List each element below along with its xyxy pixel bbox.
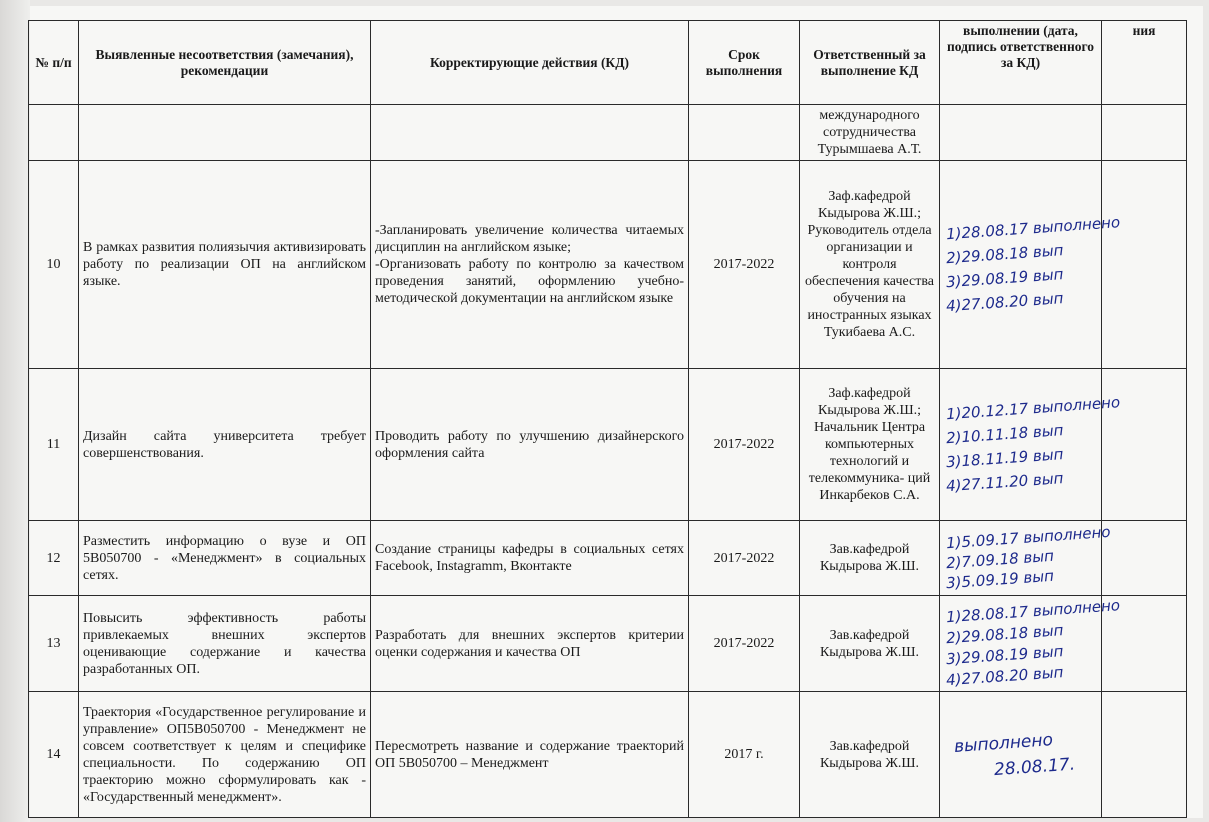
row-responsible: Заф.кафедрой Кыдырова Ж.Ш.; Начальник Центра компьютерных технологий и телекоммуника- ций Инкарбеков С.А. — [800, 369, 940, 521]
table-row — [29, 596, 1187, 692]
header-completion: выполнении (дата, подпись ответственного за КД) — [940, 21, 1102, 105]
signature-entry: 2)10.11.18 вып — [945, 420, 1064, 447]
page-edge — [0, 0, 30, 822]
row-actions: Проводить работу по улучшению дизайнерского оформления сайта — [371, 369, 689, 521]
row-completion-signatures — [940, 369, 1121, 521]
row-actions: Разработать для внешних экспертов критерии оценки содержания и качества ОП — [371, 596, 689, 692]
cont-completion — [940, 105, 1102, 161]
signature-entry: 2)29.08.18 вып — [945, 240, 1064, 267]
corrective-actions-table — [28, 20, 1187, 818]
signature-entry: 3)29.08.19 вып — [945, 264, 1064, 291]
row-actions: -Запланировать увеличение количества читаемых дисциплин на английском языке; -Организовать работу по контролю за качеством проведения занятий, оформлению учебно-методической документации на английском языке — [371, 161, 689, 369]
signature-entry: 3)29.08.19 вып — [945, 641, 1064, 668]
signature-entry: 4)27.08.20 вып — [945, 288, 1064, 315]
signature-entry: 28.08.17. — [993, 754, 1076, 780]
row-responsible: Зав.кафедрой Кыдырова Ж.Ш. — [800, 692, 940, 818]
row-finding: Повысить эффективность работы привлекаемых внешних экспертов оценивающие содержание и качества разработанных ОП. — [79, 596, 371, 692]
cont-responsible: международного сотрудничества Турымшаева А.Т. — [800, 105, 940, 161]
row-deadline: 2017-2022 — [689, 161, 800, 369]
signature-entry: 3)5.09.19 вып — [945, 566, 1055, 593]
row-num: 14 — [29, 692, 79, 818]
cont-finding — [79, 105, 371, 161]
header-num: № п/п — [29, 21, 79, 105]
row-deadline: 2017 г. — [689, 692, 800, 818]
signature-entry: 2)7.09.18 вып — [945, 546, 1055, 573]
row-finding: В рамках развития полиязычия активизировать работу по реализации ОП на английском языке. — [79, 161, 371, 369]
signature-entry: 4)27.11.20 вып — [945, 468, 1064, 495]
row-deadline: 2017-2022 — [689, 369, 800, 521]
signature-entry: 1)28.08.17 выполнено — [945, 212, 1121, 243]
signature-entry: 3)18.11.19 вып — [945, 444, 1064, 471]
table-row — [29, 692, 1187, 818]
cont-deadline — [689, 105, 800, 161]
cont-note — [1102, 105, 1187, 161]
cont-num — [29, 105, 79, 161]
row-num: 12 — [29, 521, 79, 596]
table-row — [29, 161, 1187, 369]
row-completion-signatures — [940, 521, 1112, 596]
row-completion-signatures — [940, 595, 1121, 692]
row-note — [1102, 521, 1187, 596]
header-deadline: Срок выполнения — [689, 21, 800, 105]
cont-actions — [371, 105, 689, 161]
row-num: 10 — [29, 161, 79, 369]
row-actions: Пересмотреть название и содержание траекторий ОП 5В050700 – Менеджмент — [371, 692, 689, 818]
row-deadline: 2017-2022 — [689, 596, 800, 692]
row-responsible: Зав.кафедрой Кыдырова Ж.Ш. — [800, 521, 940, 596]
table-row — [29, 369, 1187, 521]
row-actions: Создание страницы кафедры в социальных сетях Facebook, Instagramm, Вконтакте — [371, 521, 689, 596]
row-note — [1102, 369, 1187, 521]
row-note — [1102, 161, 1187, 369]
row-completion-signatures — [940, 692, 1102, 818]
row-completion-signatures — [940, 161, 1121, 369]
row-note — [1102, 692, 1187, 818]
signature-entry: 1)28.08.17 выполнено — [945, 595, 1121, 626]
row-responsible: Зав.кафедрой Кыдырова Ж.Ш. — [800, 596, 940, 692]
row-finding: Разместить информацию о вузе и ОП 5В050700 - «Менеджмент» в социальных сетях. — [79, 521, 371, 596]
table-row — [29, 521, 1187, 596]
header-findings: Выявленные несоответствия (замечания), рекомендации — [79, 21, 371, 105]
row-responsible: Заф.кафедрой Кыдырова Ж.Ш.; Руководитель отдела организации и контроля обеспечения качества обучения на иностранных языках Тукибаева А.С. — [800, 161, 940, 369]
header-actions: Корректирующие действия (КД) — [371, 21, 689, 105]
signature-entry: 1)20.12.17 выполнено — [945, 392, 1121, 423]
row-num: 13 — [29, 596, 79, 692]
signature-entry: 2)29.08.18 вып — [945, 620, 1064, 647]
signature-entry: выполнено — [953, 729, 1054, 757]
header-responsible: Ответственный за выполнение КД — [800, 21, 940, 105]
row-finding: Траектория «Государственное регулирование и управление» ОП5В050700 - Менеджмент не совсем соответствует к целям и специфике специальности. По содержанию ОП траекторию можно сформулировать как - «Государственный менеджмент». — [79, 692, 371, 818]
row-deadline: 2017-2022 — [689, 521, 800, 596]
table-row-continuation — [29, 105, 1187, 161]
header-note: ния — [1102, 21, 1187, 105]
row-num: 11 — [29, 369, 79, 521]
signature-entry: 1)5.09.17 выполнено — [945, 522, 1112, 553]
signature-entry: 4)27.08.20 вып — [945, 662, 1064, 689]
table-header-row — [29, 21, 1187, 105]
row-finding: Дизайн сайта университета требует совершенствования. — [79, 369, 371, 521]
